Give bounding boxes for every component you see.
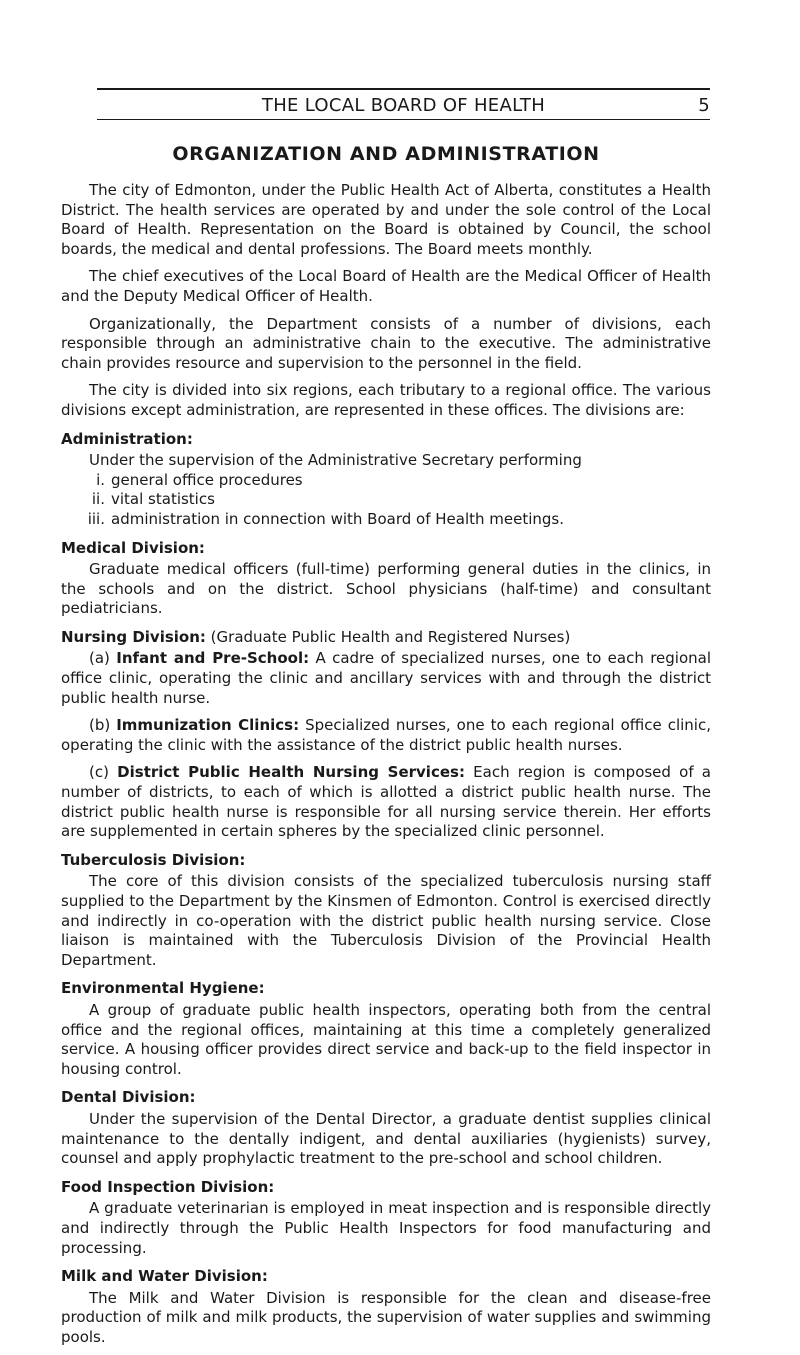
tuberculosis-section (61, 851, 711, 971)
section-heading: Medical Division: (61, 538, 205, 557)
item-text: A cadre of specialized nurses, one to each regional office clinic, operating the clinic and ancillary services with and through the district public health nurse. (61, 649, 711, 707)
section-heading-label: Nursing Division: (61, 627, 206, 646)
nursing-section (61, 628, 711, 842)
page-number: 5 (698, 95, 710, 116)
section-heading: Administration: (61, 429, 193, 448)
list-text: general office procedures (111, 470, 303, 489)
section-heading: Food Inspection Division: (61, 1177, 275, 1196)
nursing-item (61, 763, 711, 841)
page-title: ORGANIZATION AND ADMINISTRATION (172, 143, 600, 165)
intro-paragraph: Organizationally, the Department consists of a number of divisions, each responsible through an administrative chain to the executive. The administrative chain provides resource and supervision to the personnel in the field. (61, 314, 711, 372)
item-label: District Public Health Nursing Services: (117, 763, 465, 782)
item-text: Each region is composed of a number of districts, to each of which is allotted a district public health nurse. The district public health nurse is responsible for all nursing service therein. Her efforts are supplemented in certain spheres by the specialized clinic personnel. (61, 763, 711, 841)
item-label: Infant and Pre-School: (116, 649, 310, 668)
section-heading: Dental Division: (61, 1088, 196, 1107)
list-numeral: ii. (91, 490, 105, 509)
section-text: The core of this division consists of the specialized tuberculosis nursing staff supplied to the Department by the Kinsmen of Edmonton. Control is exercised directly and indirectly in co-operation with the district public health nursing service. Close liaison is maintained with the Tuberculosis Division of the Provincial Health Department. (61, 872, 711, 969)
section-text: Under the supervision of the Administrative Secretary performing (89, 451, 582, 470)
item-prefix: (a) (89, 649, 117, 668)
list-numeral: i. (96, 470, 105, 489)
duty-list (61, 471, 711, 530)
section-subheading: (Graduate Public Health and Registered Nurses) (205, 627, 571, 646)
section-heading: Tuberculosis Division: (61, 850, 246, 869)
item-text: Specialized nurses, one to each regional office clinic, operating the clinic with the assistance of the district public health nurses. (61, 716, 711, 754)
list-text: administration in connection with Board of Health meetings. (111, 509, 565, 528)
list-item (61, 510, 711, 530)
header-rule-bottom (97, 119, 710, 120)
food-section (61, 1178, 711, 1258)
header-rule-top (97, 88, 710, 90)
environmental-section (61, 979, 711, 1079)
list-numeral: iii. (87, 509, 105, 528)
intro-paragraph: The city is divided into six regions, each tributary to a regional office. The various divisions except administration, are represented in these offices. The divisions are: (61, 381, 711, 419)
page-content (61, 142, 711, 1355)
item-label: Immunization Clinics: (116, 716, 300, 735)
list-item (61, 490, 711, 510)
section-text: Graduate medical officers (full-time) performing general duties in the clinics, in the schools and on the district. School physicians (half-time) and consultant pediatricians. (61, 560, 711, 618)
running-title: THE LOCAL BOARD OF HEALTH (261, 95, 546, 116)
nursing-item (61, 716, 711, 755)
section-text: A graduate veterinarian is employed in meat inspection and is responsible directly and indirectly through the Public Health Inspectors for food manufacturing and processing. (61, 1199, 711, 1257)
item-prefix: (c) (89, 763, 118, 782)
intro-paragraph: The chief executives of the Local Board of Health are the Medical Officer of Health and the Deputy Medical Officer of Health. (61, 267, 711, 305)
milk-water-section (61, 1267, 711, 1347)
intro-paragraph: The city of Edmonton, under the Public Health Act of Alberta, constitutes a Health District. The health services are operated by and under the sole control of the Local Board of Health. Representation on the Board is obtained by Council, the school boards, the medical and dental professions. The Board meets monthly. (61, 181, 711, 258)
section-heading: Environmental Hygiene: (61, 979, 265, 998)
running-header (97, 95, 710, 117)
section-text: The Milk and Water Division is responsible for the clean and disease-free production of milk and milk products, the supervision of water supplies and swimming pools. (61, 1288, 711, 1346)
list-item (61, 471, 711, 491)
nursing-item (61, 649, 711, 708)
medical-section (61, 539, 711, 619)
list-text: vital statistics (111, 490, 215, 509)
section-heading: Milk and Water Division: (61, 1267, 268, 1286)
administration-section (61, 430, 711, 530)
section-text: Under the supervision of the Dental Director, a graduate dentist supplies clinical maintenance to the dentally indigent, and dental auxiliaries (hygienists) survey, counsel and apply prophylactic treatment to the pre-school and school children. (61, 1109, 711, 1168)
item-prefix: (b) (89, 716, 117, 735)
section-text: A group of graduate public health inspectors, operating both from the central office and the regional offices, maintaining at this time a completely generalized service. A housing officer provides direct service and back-up to the field inspector in housing control. (61, 1000, 711, 1078)
dental-section (61, 1088, 711, 1168)
section-heading (61, 628, 711, 648)
